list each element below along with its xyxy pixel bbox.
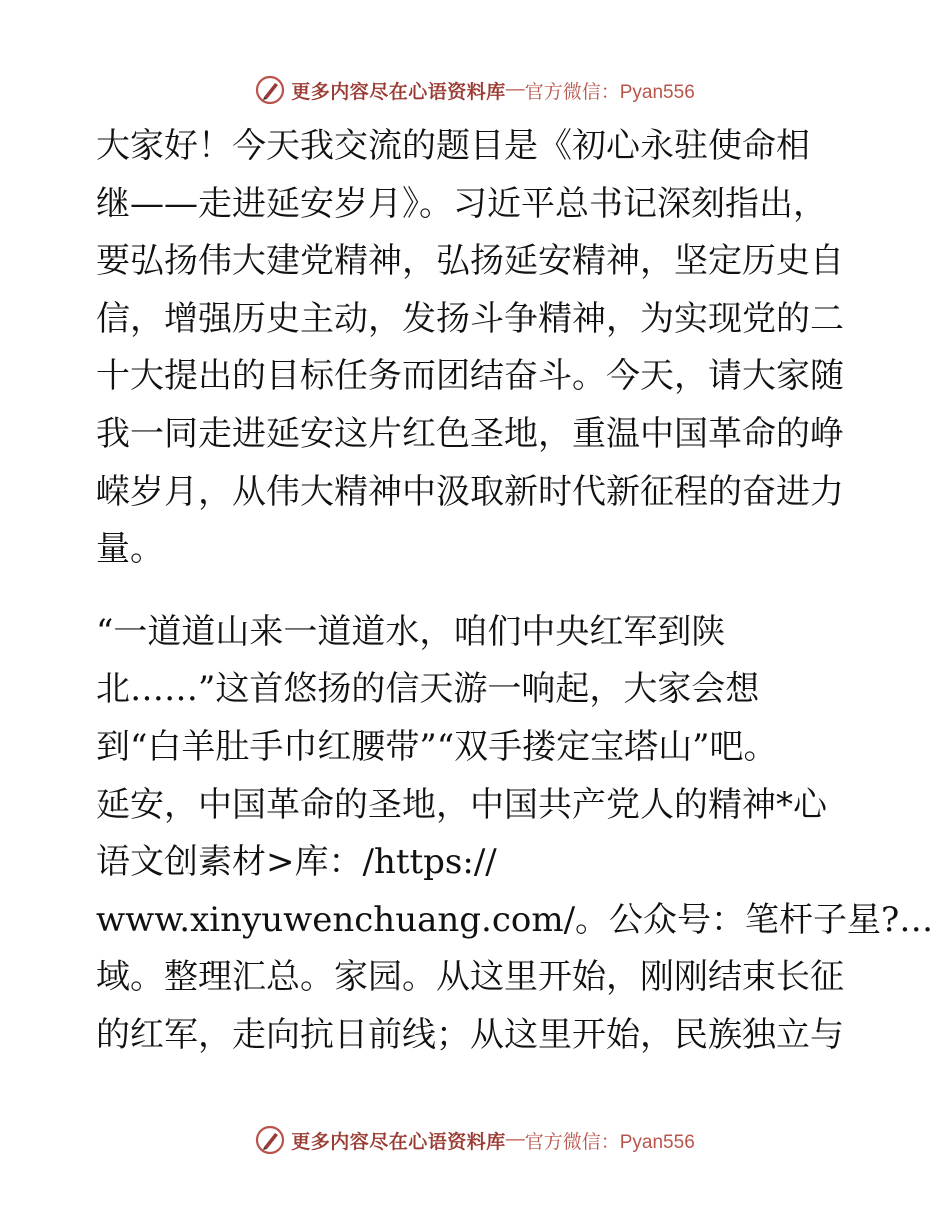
text-line: 域。整理汇总。家园。从这里开始，刚刚结束长征 bbox=[96, 957, 844, 998]
footer-banner-main: 更多内容尽在心语资料库 bbox=[291, 1130, 506, 1153]
header-banner-main: 更多内容尽在心语资料库 bbox=[291, 80, 506, 103]
paragraph-1 bbox=[96, 118, 856, 579]
text-line: 嵘岁月，从伟大精神中汲取新时代新征程的奋进力 bbox=[96, 471, 844, 512]
text-line: 到“白羊肚手巾红腰带”“双手搂定宝塔山”吧。 bbox=[96, 726, 778, 767]
text-line: 要弘扬伟大建党精神，弘扬延安精神，坚定历史自 bbox=[96, 241, 844, 282]
text-line: 的红军，走向抗日前线；从这里开始，民族独立与 bbox=[96, 1014, 844, 1055]
text-line: 我一同走进延安这片红色圣地，重温中国革命的峥 bbox=[96, 413, 844, 454]
text-line: 延安，中国革命的圣地，中国共产党人的精神*心 bbox=[96, 784, 827, 825]
text-line: www.xinyuwenchuang.com/。公众号：笔杆子星?… bbox=[96, 899, 934, 940]
header-banner-contact: 官方微信：Pyan556 bbox=[524, 81, 695, 103]
pen-circle-logo-icon bbox=[255, 1125, 285, 1155]
page-header bbox=[0, 70, 950, 110]
text-line: 信，增强历史主动，发扬斗争精神，为实现党的二 bbox=[96, 298, 844, 339]
page-footer bbox=[0, 1120, 950, 1160]
paragraph-2 bbox=[96, 604, 934, 1065]
text-line: 大家好！今天我交流的题目是《初心永驻使命相 bbox=[96, 126, 810, 166]
footer-banner-contact: 官方微信：Pyan556 bbox=[524, 1131, 695, 1153]
text-line: “一道道山来一道道水，咱们中央红军到陕 bbox=[96, 611, 726, 652]
text-line: 量。 bbox=[96, 529, 164, 570]
header-banner-separator: — bbox=[505, 79, 525, 100]
text-line: 语文创素材>库：/https:// bbox=[96, 842, 497, 883]
text-line: 继——走进延安岁月》。习近平总书记深刻指出， bbox=[96, 183, 827, 224]
document-body bbox=[96, 118, 934, 1065]
pen-circle-logo-icon bbox=[255, 75, 285, 105]
text-line: 北……”这首悠扬的信天游一响起，大家会想 bbox=[96, 669, 760, 710]
text-line: 十大提出的目标任务而团结奋斗。今天，请大家随 bbox=[96, 356, 844, 397]
footer-banner-separator: — bbox=[505, 1129, 525, 1150]
